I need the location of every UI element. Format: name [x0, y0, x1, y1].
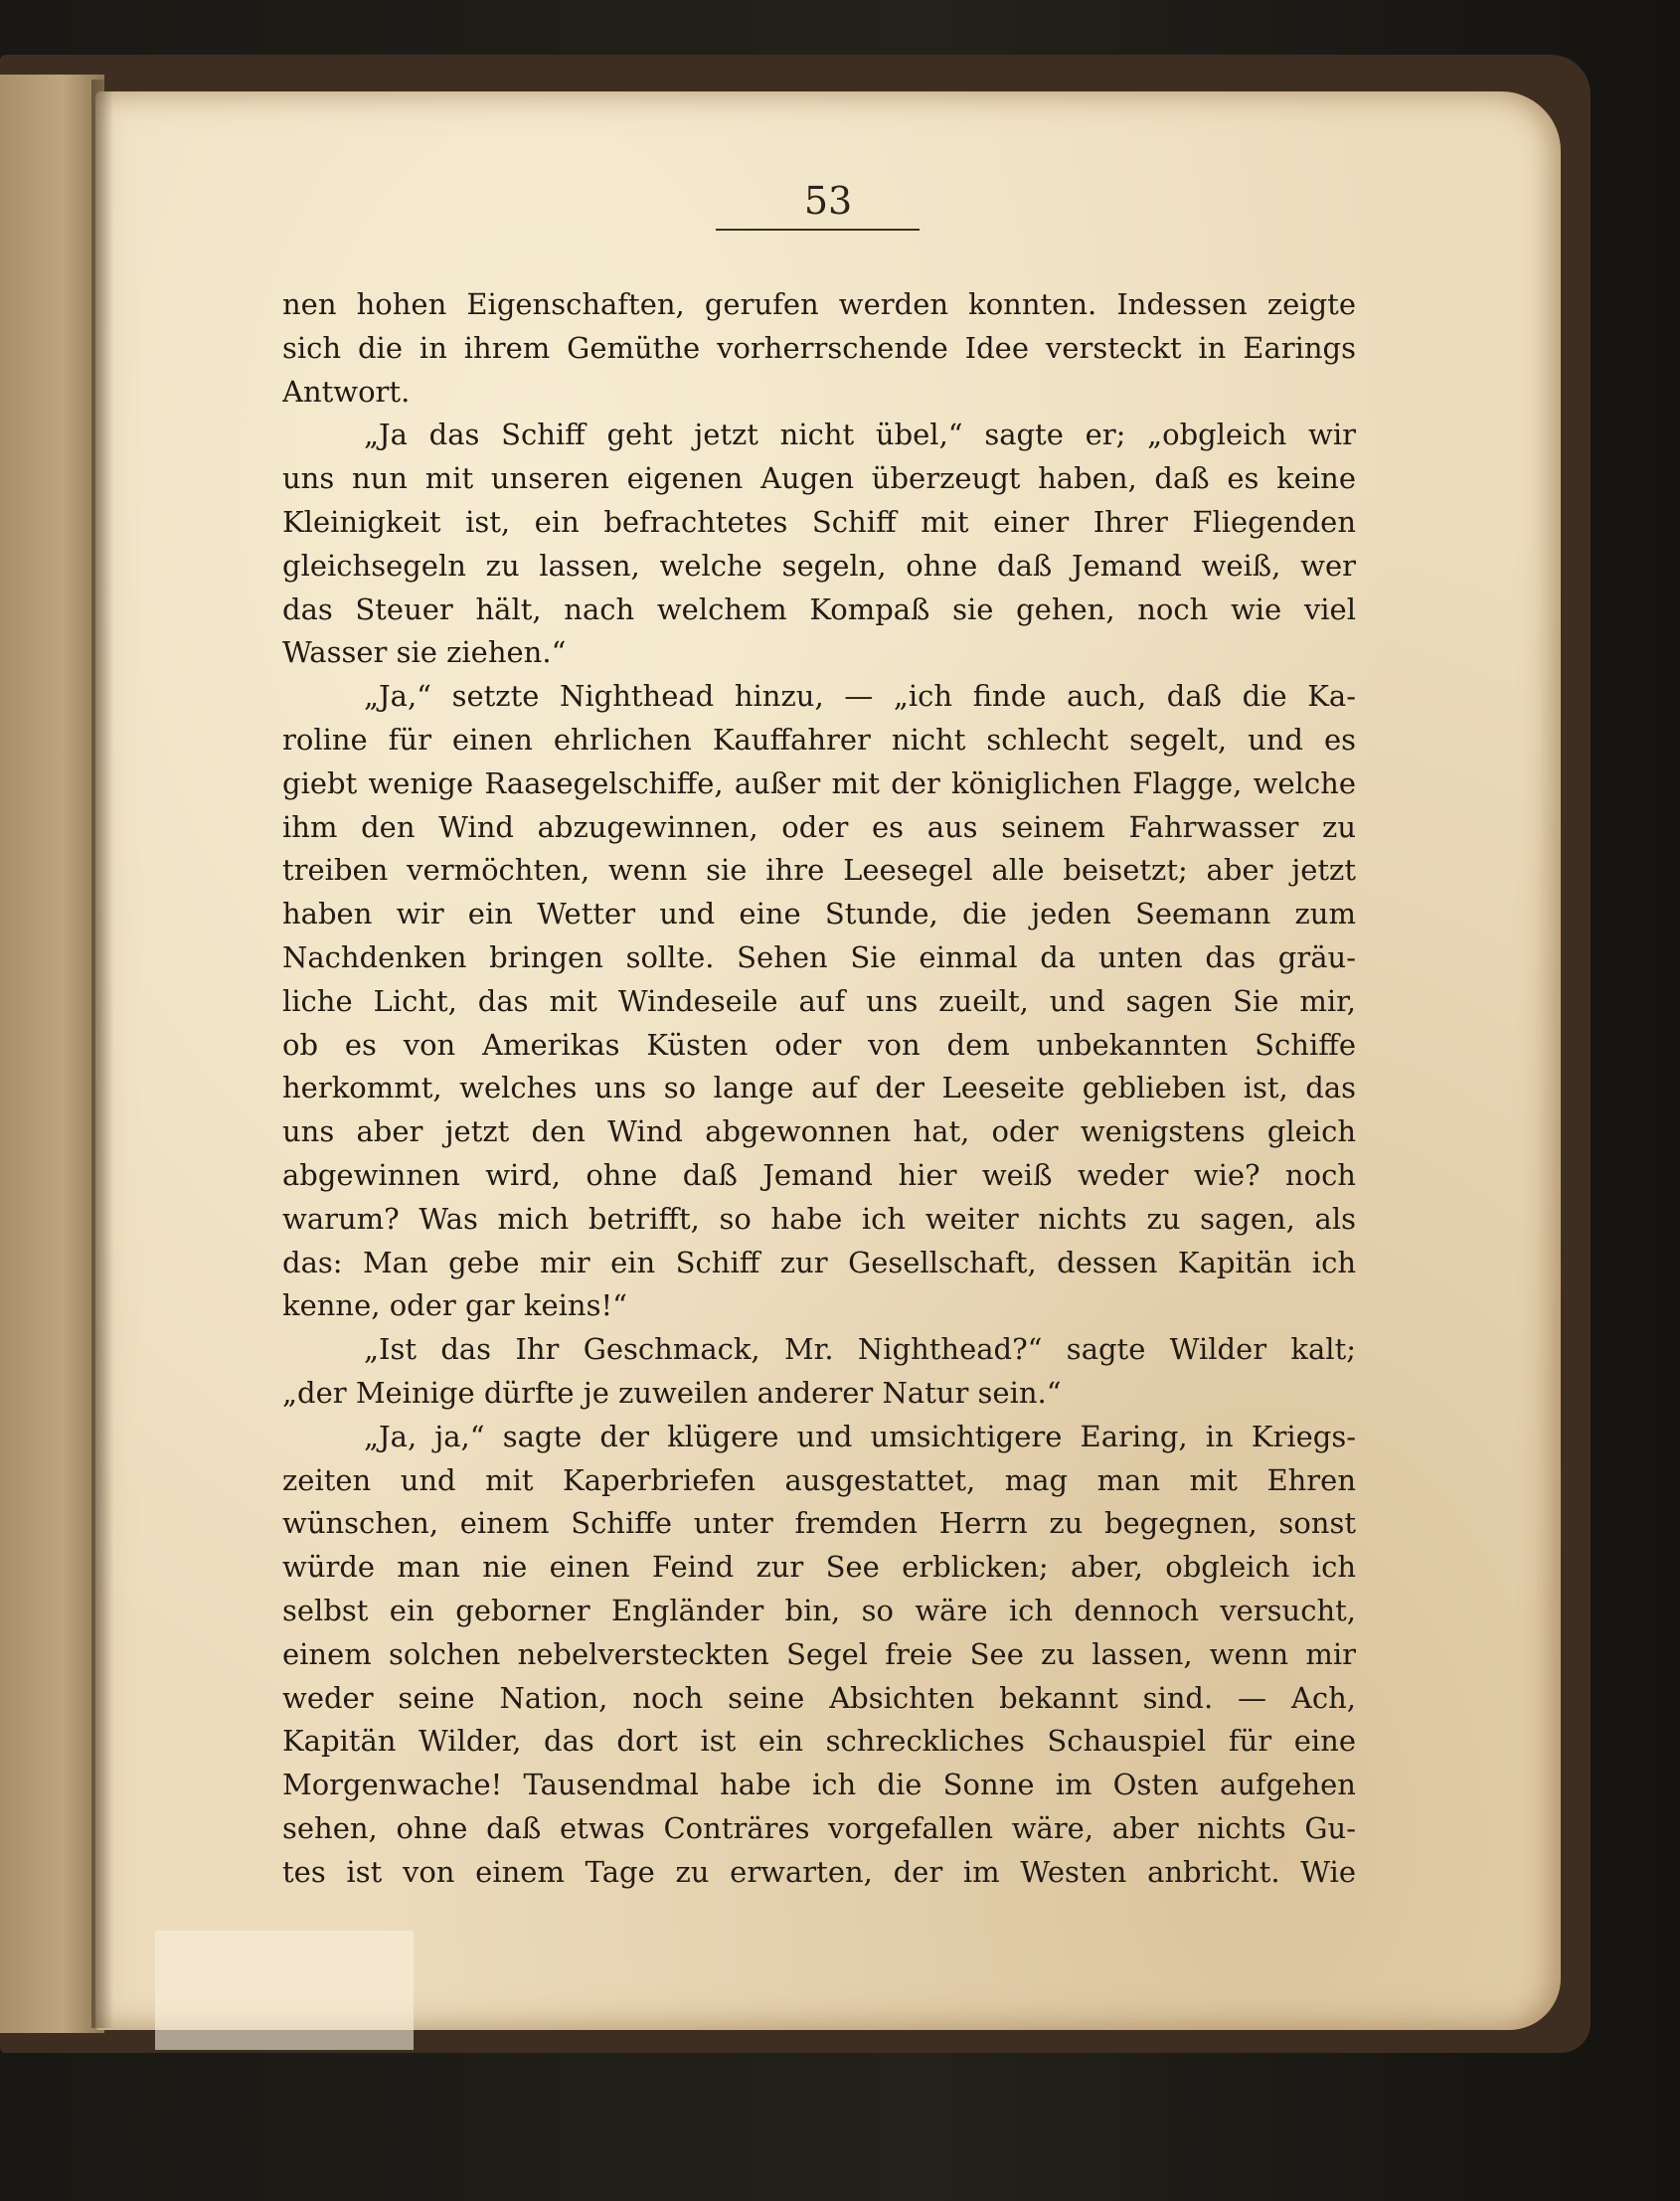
text-line: „Ja das Schiff geht jetzt nicht übel,“ sagte er; „obgleich wir — [364, 418, 1356, 452]
header-rule — [716, 229, 920, 231]
text-line: kenne, oder gar keins!“ — [282, 1288, 627, 1323]
facing-page-edge — [0, 75, 104, 2033]
text-line: giebt wenige Raasegelschiffe, außer mit der königlichen Flagge, welche — [282, 765, 1356, 800]
text-line: Nachdenken bringen sollte. Sehen Sie einmal da unten das gräu- — [282, 939, 1356, 974]
text-line: ihm den Wind abzugewinnen, oder es aus seinem Fahrwasser zu — [282, 809, 1356, 844]
text-line: Antwort. — [282, 374, 411, 409]
text-line: das: Man gebe mir ein Schiff zur Gesellschaft, dessen Kapitän ich — [282, 1245, 1356, 1279]
text-line: selbst ein geborner Engländer bin, so wäre ich dennoch versucht, — [282, 1593, 1356, 1627]
text-line: abgewinnen wird, ohne daß Jemand hier weiß weder wie? noch — [282, 1157, 1356, 1192]
text-line: ob es von Amerikas Küsten oder von dem unbekannten Schiffe — [282, 1027, 1356, 1062]
text-line: tes ist von einem Tage zu erwarten, der im Westen anbricht. Wie — [282, 1854, 1356, 1889]
text-line: Wasser sie ziehen.“ — [282, 635, 567, 670]
text-line: das Steuer hält, nach welchem Kompaß sie gehen, noch wie viel — [282, 592, 1356, 626]
text-line: sehen, ohne daß etwas Conträres vorgefallen wäre, aber nichts Gu- — [282, 1810, 1356, 1845]
text-line: uns nun mit unseren eigenen Augen überzeugt haben, daß es keine — [282, 461, 1356, 496]
text-line: weder seine Nation, noch seine Absichten bekannt sind. — Ach, — [282, 1680, 1356, 1715]
page-number: 53 — [803, 179, 853, 223]
text-line: uns aber jetzt den Wind abgewonnen hat, oder wenigstens gleich — [282, 1114, 1356, 1149]
text-line: nen hohen Eigenschaften, gerufen werden konnten. Indessen zeigte — [282, 287, 1356, 321]
page-gutter — [91, 80, 113, 2028]
text-line: wünschen, einem Schiffe unter fremden Herrn zu begegnen, sonst — [282, 1506, 1356, 1541]
text-line: roline für einen ehrlichen Kauffahrer nicht schlecht segelt, und es — [282, 722, 1356, 757]
text-line: „Ja, ja,“ sagte der klügere und umsichtigere Earing, in Kriegs- — [364, 1419, 1356, 1453]
text-line: haben wir ein Wetter und eine Stunde, die jeden Seemann zum — [282, 897, 1356, 931]
text-line: „Ist das Ihr Geschmack, Mr. Nighthead?“ sagte Wilder kalt; — [364, 1332, 1356, 1367]
text-line: Morgenwache! Tausendmal habe ich die Sonne im Osten aufgehen — [282, 1768, 1356, 1802]
text-line: einem solchen nebelversteckten Segel freie See zu lassen, wenn mir — [282, 1636, 1356, 1671]
text-line: „Ja,“ setzte Nighthead hinzu, — „ich finde auch, daß die Ka- — [364, 679, 1356, 714]
text-line: gleichsegeln zu lassen, welche segeln, ohne daß Jemand weiß, wer — [282, 548, 1356, 583]
paper-patch — [155, 1931, 414, 2050]
text-line: herkommt, welches uns so lange auf der Leeseite geblieben ist, das — [282, 1071, 1356, 1105]
text-line: treiben vermöchten, wenn sie ihre Leesegel alle beisetzt; aber jetzt — [282, 853, 1356, 888]
text-line: würde man nie einen Feind zur See erblicken; aber, obgleich ich — [282, 1550, 1356, 1585]
text-line: sich die in ihrem Gemüthe vorherrschende Idee versteckt in Earings — [282, 330, 1356, 365]
body-text — [282, 283, 1356, 1894]
text-line: Kapitän Wilder, das dort ist ein schreckliches Schauspiel für eine — [282, 1724, 1356, 1759]
text-line: „der Meinige dürfte je zuweilen anderer Natur sein.“ — [282, 1375, 1062, 1410]
text-line: zeiten und mit Kaperbriefen ausgestattet, mag man mit Ehren — [282, 1462, 1356, 1497]
text-line: warum? Was mich betrifft, so habe ich weiter nichts zu sagen, als — [282, 1201, 1356, 1236]
text-line: liche Licht, das mit Windeseile auf uns zueilt, und sagen Sie mir, — [282, 983, 1356, 1018]
text-line: Kleinigkeit ist, ein befrachtetes Schiff mit einer Ihrer Fliegenden — [282, 504, 1356, 539]
